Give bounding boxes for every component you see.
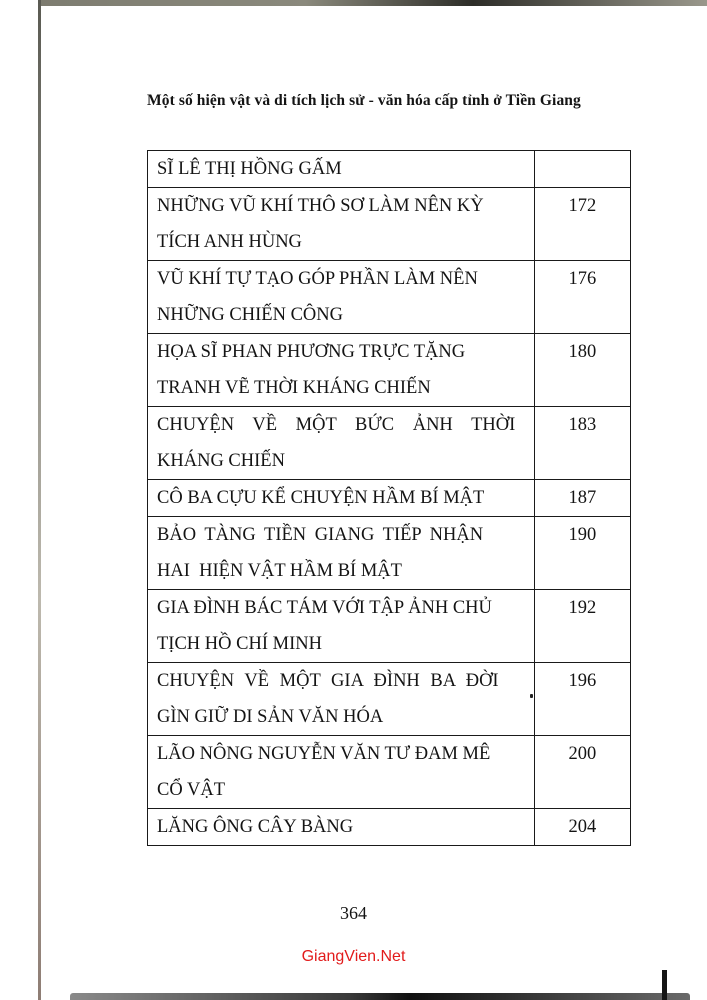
toc-page-cell: 183	[534, 407, 630, 480]
toc-title-line: TRANH VẼ THỜI KHÁNG CHIẾN	[157, 378, 431, 398]
toc-title-line: HỌA SĨ PHAN PHƯƠNG TRỰC TẶNG	[157, 342, 466, 362]
toc-title-cell	[148, 334, 535, 407]
toc-title-cell	[148, 517, 535, 590]
toc-title-cell	[148, 663, 535, 736]
toc-title-cell	[148, 151, 535, 188]
toc-row	[148, 261, 631, 334]
toc-title-cell	[148, 480, 535, 517]
toc-row	[148, 407, 631, 480]
toc-title-line: CHUYỆN VỀ MỘT GIA ĐÌNH BA ĐỜI	[157, 671, 499, 691]
toc-title-line: VŨ KHÍ TỰ TẠO GÓP PHẦN LÀM NÊN	[157, 269, 478, 289]
toc-page-cell: 204	[534, 809, 630, 846]
scan-edge-left	[38, 0, 41, 1000]
toc-title-cell	[148, 188, 535, 261]
toc-row	[148, 151, 631, 188]
toc-title-line: KHÁNG CHIẾN	[157, 451, 285, 471]
scan-speck	[530, 694, 533, 698]
toc-title-cell	[148, 736, 535, 809]
toc-page-cell: 192	[534, 590, 630, 663]
toc-title-line: CHUYỆN VỀ MỘT BỨC ẢNH THỜI	[157, 415, 516, 435]
table-of-contents	[147, 150, 631, 846]
toc-page-cell: 180	[534, 334, 630, 407]
toc-title-line: GÌN GIỮ DI SẢN VĂN HÓA	[157, 707, 384, 727]
page-number: 364	[340, 903, 367, 923]
toc-title-cell	[148, 809, 535, 846]
toc-title-line: LĂNG ÔNG CÂY BÀNG	[157, 817, 354, 837]
toc-title-line: CỔ VẬT	[157, 780, 226, 800]
toc-page-cell	[534, 151, 630, 188]
toc-page-cell: 190	[534, 517, 630, 590]
scan-edge-top	[38, 0, 707, 6]
toc-title-line: HAI HIỆN VẬT HẦM BÍ MẬT	[157, 561, 402, 581]
toc-title-text: NHỮNG VŨ KHÍ THÔ SƠ LÀM NÊN KỲ	[157, 196, 484, 216]
toc-title-line: TÍCH ANH HÙNG	[157, 232, 302, 252]
toc-title-line: BẢO TÀNG TIỀN GIANG TIẾP NHẬN	[157, 525, 484, 545]
toc-row	[148, 517, 631, 590]
toc-page-cell: 187	[534, 480, 630, 517]
toc-title-cell	[148, 407, 535, 480]
scan-edge-bottom	[70, 993, 690, 1000]
toc-title-cell	[148, 590, 535, 663]
toc-row	[148, 736, 631, 809]
toc-title-cell	[148, 261, 535, 334]
running-header: Một số hiện vật và di tích lịch sử - văn hóa cấp tỉnh ở Tiền Giang	[147, 92, 581, 109]
toc-row	[148, 663, 631, 736]
toc-title-line: NHỮNG CHIẾN CÔNG	[157, 305, 343, 325]
toc-page-cell: 176	[534, 261, 630, 334]
toc-row	[148, 480, 631, 517]
toc-title-line	[157, 188, 526, 224]
toc-title-line: GIA ĐÌNH BÁC TÁM VỚI TẬP ẢNH CHỦ	[157, 598, 492, 618]
toc-title-line: CÔ BA CỰU KỂ CHUYỆN HẦM BÍ MẬT	[157, 488, 485, 508]
toc-row	[148, 590, 631, 663]
toc-title-line: TỊCH HỒ CHÍ MINH	[157, 634, 322, 654]
toc-row	[148, 809, 631, 846]
toc-row	[148, 188, 631, 261]
toc-title-line: SĨ LÊ THỊ HỒNG GẤM	[157, 159, 342, 179]
toc-page-cell: 196	[534, 663, 630, 736]
scan-edge-corner	[662, 970, 667, 1000]
watermark-link[interactable]: GiangVien.Net	[301, 948, 406, 965]
toc-page-cell: 172	[534, 188, 630, 261]
toc-row	[148, 334, 631, 407]
toc-title-line: LÃO NÔNG NGUYỄN VĂN TƯ ĐAM MÊ	[157, 744, 491, 764]
toc-page-cell: 200	[534, 736, 630, 809]
